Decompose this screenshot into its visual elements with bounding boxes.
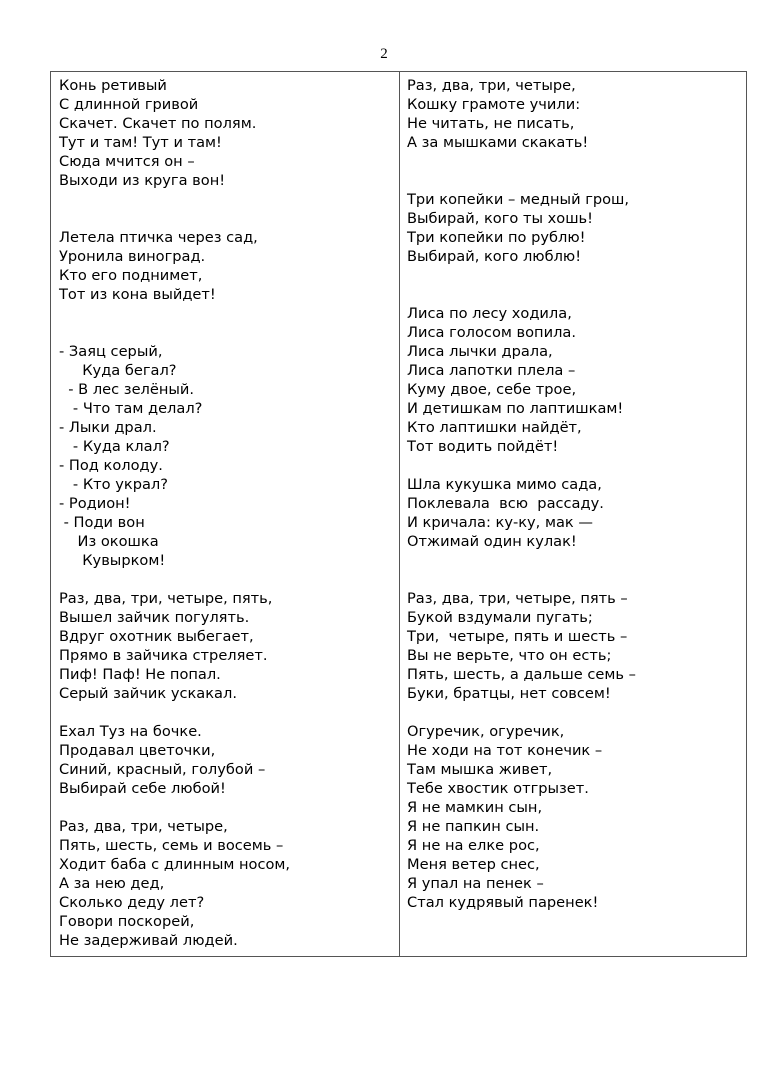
poem-line: Пять, шесть, семь и восемь – <box>59 837 284 854</box>
poem-line: Лиса лычки драла, <box>407 343 553 360</box>
poem-line: - Заяц серый, <box>59 343 163 360</box>
poem-line: А за мышками скакать! <box>407 134 589 151</box>
blank-line <box>407 551 746 570</box>
poem-line: Говори поскорей, <box>59 913 195 930</box>
poem-line: Пиф! Паф! Не попал. <box>59 666 221 683</box>
poem-line: Прямо в зайчика стреляет. <box>59 647 268 664</box>
blank-line <box>407 570 746 589</box>
poem-line: А за нею дед, <box>59 875 165 892</box>
poem-line: Кувырком! <box>59 552 166 569</box>
poem-line: Скачет. Скачет по полям. <box>59 115 257 132</box>
poem-line: - Лыки драл. <box>59 419 157 436</box>
poem-line: Тот из кона выйдет! <box>59 286 216 303</box>
blank-line <box>59 304 399 323</box>
poem-line: Вы не верьте, что он есть; <box>407 647 612 664</box>
poem-line: Выбирай, кого ты хошь! <box>407 210 593 227</box>
poem-line: - В лес зелёный. <box>59 381 195 398</box>
blank-line <box>59 570 399 589</box>
blank-line <box>407 152 746 171</box>
poem-line: Я упал на пенек – <box>407 875 544 892</box>
blank-line <box>407 171 746 190</box>
poem-line: Куму двое, себе трое, <box>407 381 577 398</box>
poem-line: Выходи из круга вон! <box>59 172 226 189</box>
poem-line: Выбирай, кого люблю! <box>407 248 582 265</box>
poem-line: Сколько деду лет? <box>59 894 205 911</box>
blank-line <box>407 285 746 304</box>
poem-line: Ехал Туз на бочке. <box>59 723 202 740</box>
poem-line: Я не папкин сын. <box>407 818 540 835</box>
page-number: 2 <box>380 46 388 62</box>
right-column <box>400 72 746 956</box>
poem-line: Тебе хвостик отгрызет. <box>407 780 589 797</box>
poem-line: Летела птичка через сад, <box>59 229 258 246</box>
poem-line: Шла кукушка мимо сада, <box>407 476 602 493</box>
left-column <box>51 72 400 956</box>
poem-line: Куда бегал? <box>59 362 177 379</box>
poem-line: Синий, красный, голубой – <box>59 761 266 778</box>
poem-line: Тут и там! Тут и там! <box>59 134 222 151</box>
poem-line: Лиса по лесу ходила, <box>407 305 572 322</box>
blank-line <box>407 703 746 722</box>
poem-line: Букой вздумали пугать; <box>407 609 593 626</box>
poem-line: Продавал цветочки, <box>59 742 216 759</box>
poem-line: Уронила виноград. <box>59 248 206 265</box>
poem-line: Из окошка <box>59 533 159 550</box>
poem-line: Пять, шесть, а дальше семь – <box>407 666 636 683</box>
poem-line: И кричала: ку-ку, мак — <box>407 514 593 531</box>
blank-line <box>59 323 399 342</box>
blank-line <box>59 190 399 209</box>
blank-line <box>407 456 746 475</box>
poem-line: С длинной гривой <box>59 96 199 113</box>
poem-line: Раз, два, три, четыре, <box>59 818 228 835</box>
poem-line: Вдруг охотник выбегает, <box>59 628 254 645</box>
poem-line: Лиса лапотки плела – <box>407 362 576 379</box>
poem-line: Выбирай себе любой! <box>59 780 226 797</box>
poem-line: Три копейки по рублю! <box>407 229 586 246</box>
poem-line: - Что там делал? <box>59 400 203 417</box>
poem-line: Тот водить пойдёт! <box>407 438 559 455</box>
poem-line: Не читать, не писать, <box>407 115 575 132</box>
poem-line: Три, четыре, пять и шесть – <box>407 628 628 645</box>
poem-line: - Родион! <box>59 495 131 512</box>
poem-table <box>50 71 747 957</box>
poem-line: Я не на елке рос, <box>407 837 540 854</box>
poem-line: Буки, братцы, нет совсем! <box>407 685 611 702</box>
poem-line: Серый зайчик ускакал. <box>59 685 237 702</box>
poem-line: Я не мамкин сын, <box>407 799 543 816</box>
poem-line: Сюда мчится он – <box>59 153 195 170</box>
poem-line: Конь ретивый <box>59 77 167 94</box>
poem-line: Кто лаптишки найдёт, <box>407 419 582 436</box>
poem-line: Отжимай один кулак! <box>407 533 577 550</box>
poem-line: Огуречик, огуречик, <box>407 723 565 740</box>
blank-line <box>59 798 399 817</box>
poem-line: Кошку грамоте учили: <box>407 96 581 113</box>
poem-line: Вышел зайчик погулять. <box>59 609 250 626</box>
blank-line <box>407 266 746 285</box>
poem-line: Ходит баба с длинным носом, <box>59 856 291 873</box>
poem-line: Поклевала всю рассаду. <box>407 495 604 512</box>
poem-line: Не задерживай людей. <box>59 932 238 949</box>
poem-line: Лиса голосом вопила. <box>407 324 576 341</box>
poem-line: - Поди вон <box>59 514 145 531</box>
poem-line: Меня ветер снес, <box>407 856 540 873</box>
poem-line: - Кто украл? <box>59 476 168 493</box>
blank-line <box>59 703 399 722</box>
poem-line: Стал кудрявый паренек! <box>407 894 599 911</box>
poem-line: Кто его поднимет, <box>59 267 203 284</box>
poem-line: Раз, два, три, четыре, пять, <box>59 590 273 607</box>
poem-line: Там мышка живет, <box>407 761 553 778</box>
poem-line: - Под колоду. <box>59 457 163 474</box>
poem-line: Три копейки – медный грош, <box>407 191 630 208</box>
poem-line: Не ходи на тот конечик – <box>407 742 603 759</box>
poem-line: И детишкам по лаптишкам! <box>407 400 624 417</box>
poem-line: - Куда клал? <box>59 438 170 455</box>
poem-line: Раз, два, три, четыре, <box>407 77 576 94</box>
blank-line <box>59 209 399 228</box>
poem-line: Раз, два, три, четыре, пять – <box>407 590 628 607</box>
